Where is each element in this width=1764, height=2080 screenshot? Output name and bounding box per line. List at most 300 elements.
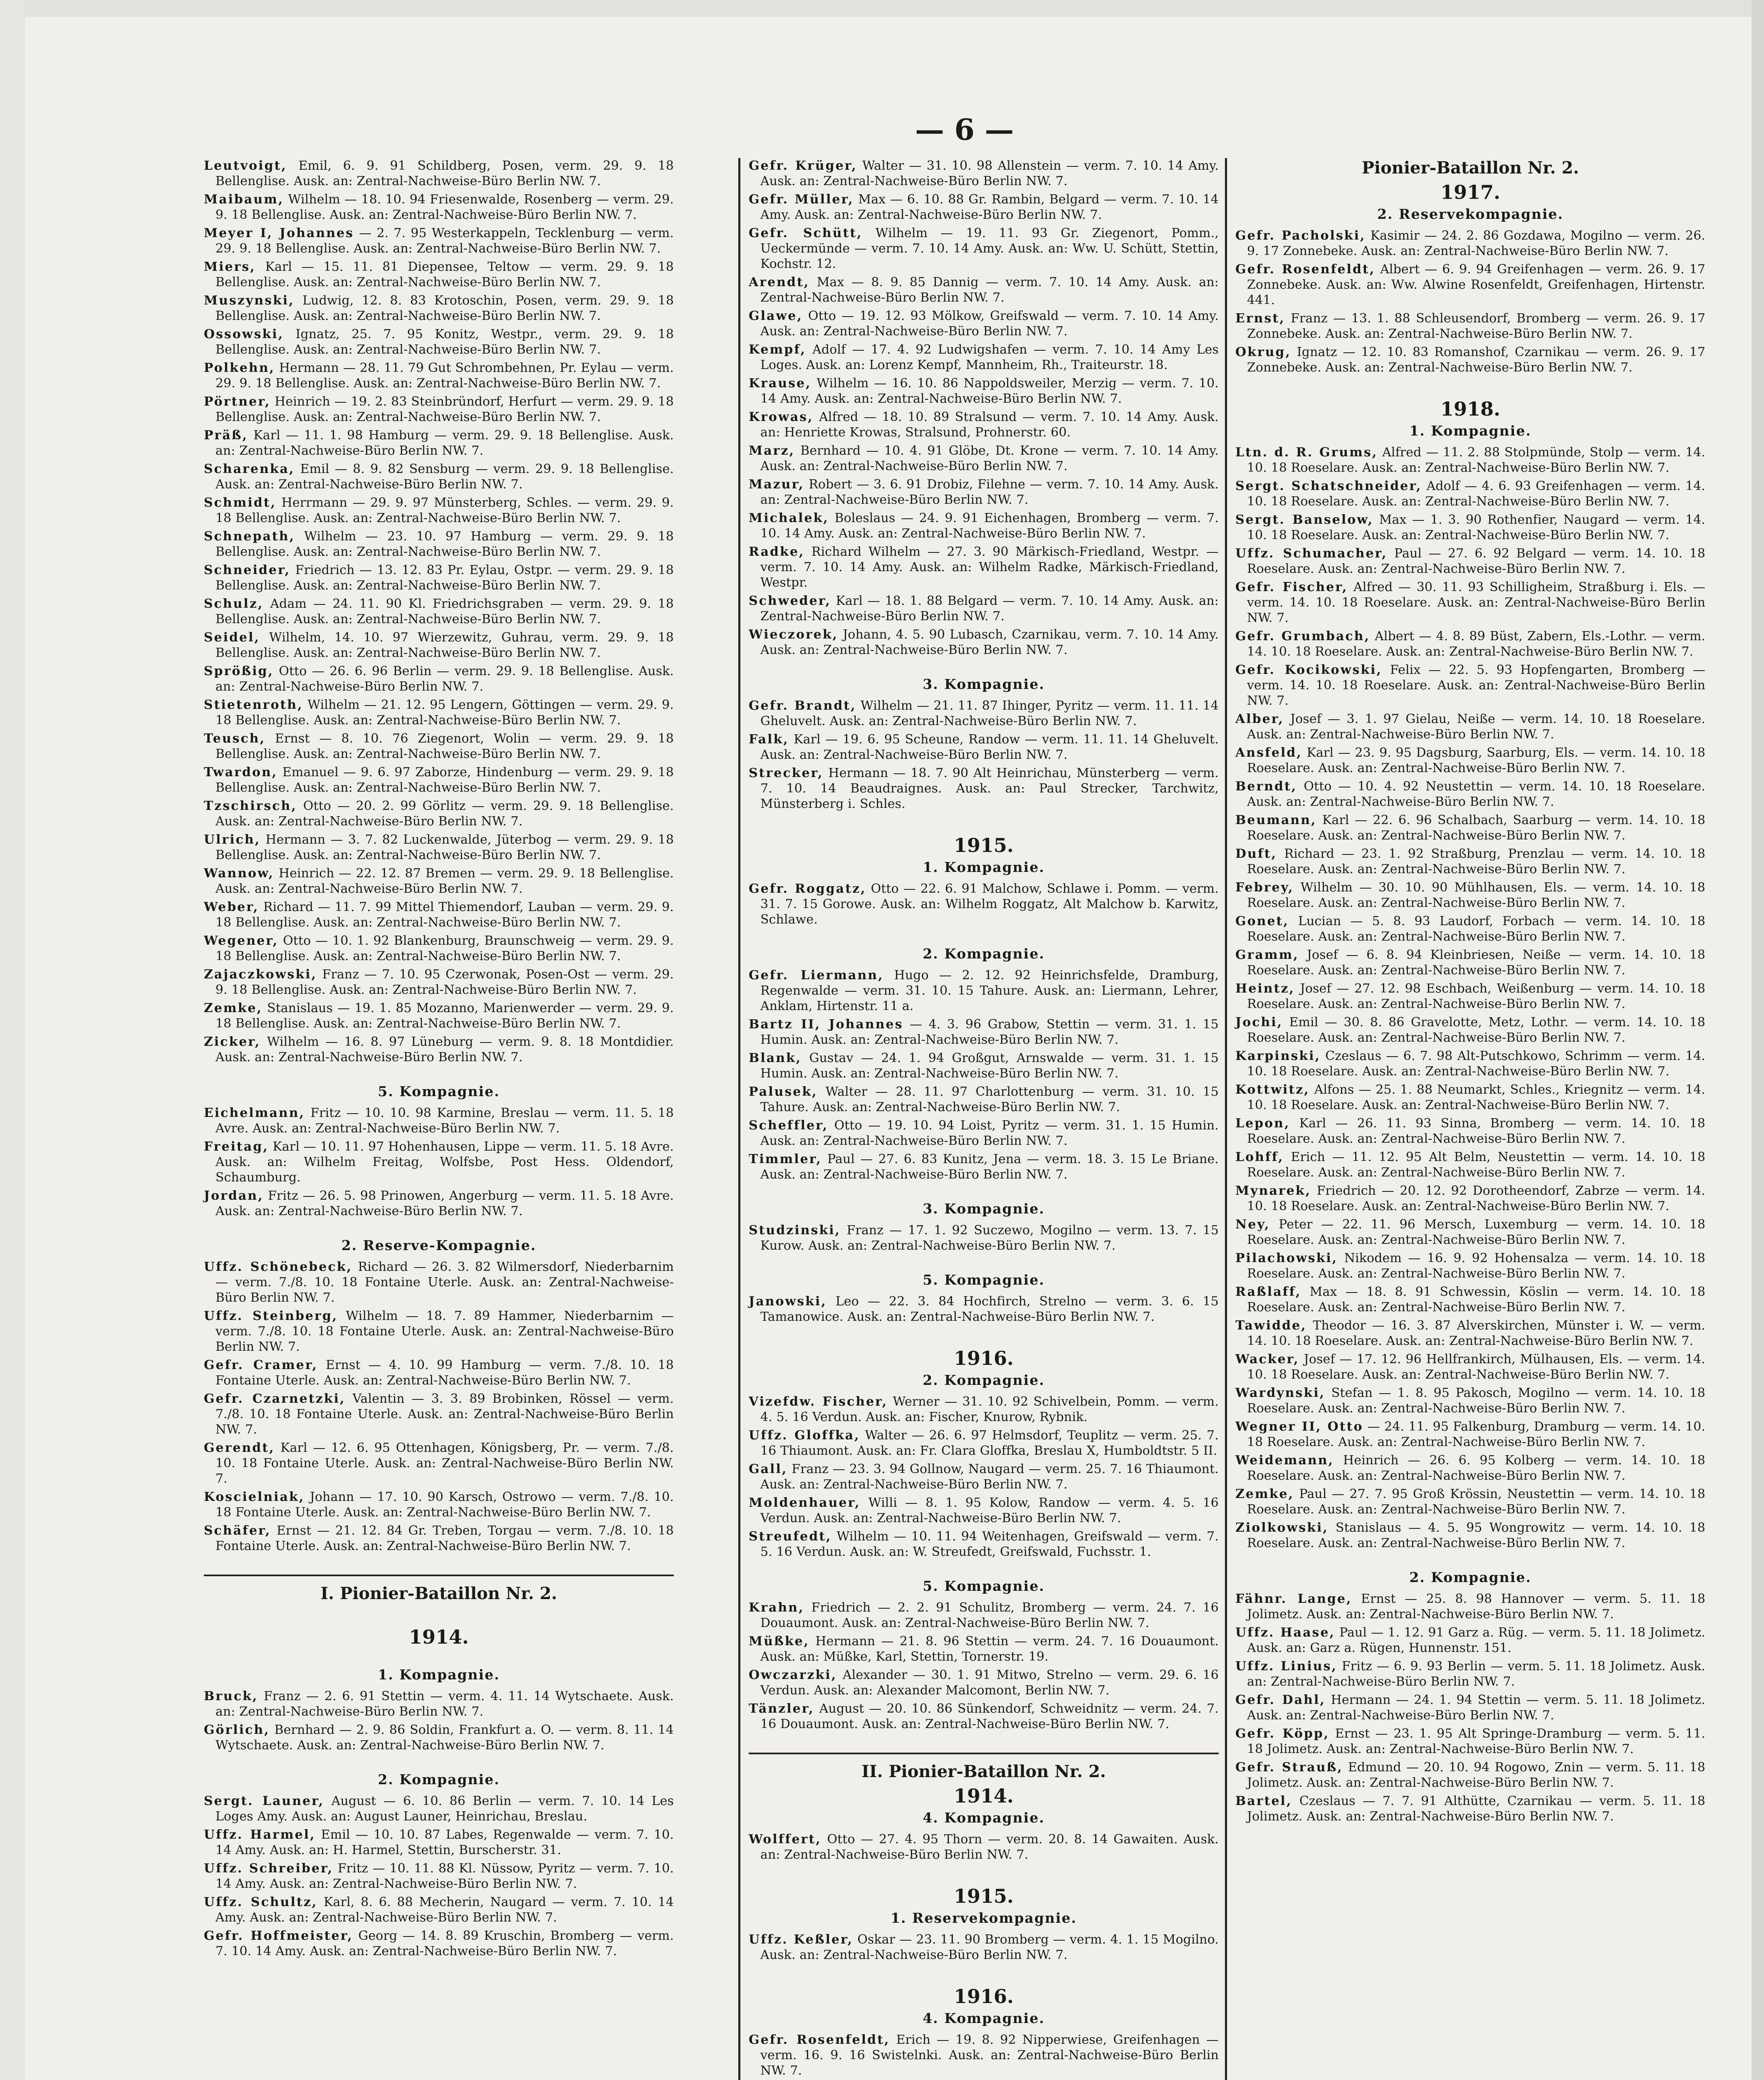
- entry-name: Bruck,: [204, 1689, 258, 1704]
- casualty-entry: [204, 1861, 674, 1892]
- casualty-entry: [204, 192, 674, 223]
- entry-details: Hermann — 3. 7. 82 Luckenwalde, Jüterbog — verm. 29. 9. 18 Bellenglise. Ausk. an: Zentral-Nachweise-Büro Berlin NW. 7.: [215, 832, 674, 862]
- casualty-entry: [204, 933, 674, 964]
- casualty-entry: [1235, 812, 1705, 843]
- entry-details: Ernst — 4. 10. 99 Hamburg — verm. 7./8. 10. 18 Fontaine Uterle. Ausk. an: Zentral-Nachweise-Büro Berlin NW. 7.: [215, 1358, 674, 1388]
- casualty-entry: [1235, 1318, 1705, 1349]
- entry-details: Max — 1. 3. 90 Rothenfier, Naugard — verm. 14. 10. 18 Roeselare. Ausk. an: Zentral-Nachweise-Büro Berlin NW. 7.: [1247, 513, 1706, 542]
- entry-name: Vizefdw. Fischer,: [749, 1394, 888, 1409]
- entry-details: Fritz — 26. 5. 98 Prinowen, Angerburg — verm. 11. 5. 18 Avre. Ausk. an: Zentral-Nachweise-Büro Berlin NW. 7.: [215, 1189, 674, 1218]
- entry-details: Adolf — 17. 4. 92 Ludwigshafen — verm. 7. 10. 14 Amy Les Loges. Ausk. an: Lorenz Kempf, Mannheim, Rh., Traiteurstr. 18.: [760, 342, 1219, 372]
- casualty-entry: [204, 394, 674, 425]
- entry-details: Stefan — 1. 8. 95 Pakosch, Mogilno — verm. 14. 10. 18 Roeselare. Ausk. an: Zentral-Nachweise-Büro Berlin NW. 7.: [1247, 1386, 1705, 1416]
- entry-name: Ossowski,: [204, 327, 284, 342]
- entry-details: Josef — 3. 1. 97 Gielau, Neiße — verm. 14. 10. 18 Roeselare. Ausk. an: Zentral-Nachweise-Büro Berlin NW. 7.: [1247, 712, 1705, 742]
- entry-name: Alber,: [1235, 712, 1284, 726]
- entry-name: Uffz. Steinberg,: [204, 1309, 338, 1323]
- casualty-entry: [204, 461, 674, 492]
- casualty-entry: [1235, 1486, 1705, 1517]
- casualty-entry: [204, 967, 674, 998]
- entry-name: Palusek,: [749, 1085, 818, 1099]
- entry-details: Edmund — 20. 10. 94 Rogowo, Znin — verm. 5. 11. 18 Jolimetz. Ausk. an: Zentral-Nachweise-Büro Berlin NW. 7.: [1247, 1760, 1705, 1790]
- casualty-entry: [749, 1832, 1219, 1862]
- entry-name: Krahn,: [749, 1600, 804, 1615]
- company-heading: 5. Kompagnie.: [923, 1272, 1045, 1288]
- entry-details: Fritz — 10. 10. 98 Karmine, Breslau — verm. 11. 5. 18 Avre. Ausk. an: Zentral-Nachweise-Büro Berlin NW. 7.: [215, 1106, 674, 1136]
- entry-name: Freitag,: [204, 1139, 269, 1154]
- column-2: [749, 158, 1219, 2080]
- entry-details: Franz — 17. 1. 92 Suczewo, Mogilno — verm. 13. 7. 15 Kurow. Ausk. an: Zentral-Nachweise-Büro Berlin NW. 7.: [760, 1223, 1219, 1253]
- entry-details: Ernst — 21. 12. 84 Gr. Treben, Torgau — verm. 7./8. 10. 18 Fontaine Uterle. Ausk. an: Zentral-Nachweise-Büro Berlin NW. 7.: [215, 1523, 674, 1553]
- entry-details: Adam — 24. 11. 90 Kl. Friedrichsgraben — verm. 29. 9. 18 Bellenglise. Ausk. an: Zentral-Nachweise-Büro Berlin NW. 7.: [215, 597, 674, 626]
- entry-details: Paul — 27. 7. 95 Groß Krössin, Neustettin — verm. 14. 10. 18 Roeselare. Ausk. an: Zentral-Nachweise-Büro Berlin NW. 7.: [1247, 1487, 1705, 1517]
- casualty-entry: [204, 1308, 674, 1354]
- entry-name: Gefr. Hoffmeister,: [204, 1929, 353, 1943]
- entry-details: Richard — 26. 3. 82 Wilmersdorf, Niederbarnim — verm. 7./8. 10. 18 Fontaine Uterle. Ausk. an: Zentral-Nachweise-Büro Berlin NW. 7.: [215, 1260, 674, 1305]
- entry-name: Timmler,: [749, 1152, 822, 1166]
- entry-details: Kasimir — 24. 2. 86 Gozdawa, Mogilno — verm. 26. 9. 17 Zonnebeke. Ausk. an: Zentral-Nachweise-Büro Berlin NW. 7.: [1247, 228, 1706, 258]
- entry-details: Adolf — 4. 6. 93 Greifenhagen — verm. 14. 10. 18 Roeselare. Ausk. an: Zentral-Nachweise-Büro Berlin NW. 7.: [1247, 479, 1705, 509]
- entry-details: Ludwig, 12. 8. 83 Krotoschin, Posen, verm. 29. 9. 18 Bellenglise. Ausk. an: Zentral-Nachweise-Büro Berlin NW. 7.: [215, 293, 674, 323]
- entry-details: Bernhard — 10. 4. 91 Glöbe, Dt. Krone — verm. 7. 10. 14 Amy. Ausk. an: Zentral-Nachweise-Büro Berlin NW. 7.: [760, 443, 1219, 473]
- entry-name: Uffz. Keßler,: [749, 1932, 854, 1947]
- entry-details: Robert — 3. 6. 91 Drobiz, Filehne — verm. 7. 10. 14 Amy. Ausk. an: Zentral-Nachweise-Büro Berlin NW. 7.: [760, 477, 1219, 507]
- entry-details: Paul — 1. 12. 91 Garz a. Rüg. — verm. 5. 11. 18 Jolimetz. Ausk. an: Garz a. Rügen, Hunnenstr. 151.: [1247, 1625, 1706, 1655]
- company-heading: 2. Kompagnie.: [378, 1771, 500, 1788]
- casualty-entry: [1235, 1217, 1705, 1248]
- entry-name: Sergt. Launer,: [204, 1794, 324, 1808]
- casualty-entry: [204, 1000, 674, 1031]
- entry-details: Stanislaus — 19. 1. 85 Mozanno, Marienwerder — verm. 29. 9. 18 Bellenglise. Ausk. an: Zentral-Nachweise-Büro Berlin NW. 7.: [215, 1001, 674, 1031]
- casualty-entry: [749, 732, 1219, 763]
- entry-name: Gefr. Kocikowski,: [1235, 663, 1382, 677]
- entry-name: Gefr. Köpp,: [1235, 1726, 1330, 1741]
- entry-details: Ignatz — 12. 10. 83 Romanshof, Czarnikau — verm. 26. 9. 17 Zonnebeke. Ausk. an: Zentral-Nachweise-Büro Berlin NW. 7.: [1247, 345, 1706, 375]
- entry-name: Scharenka,: [204, 462, 295, 476]
- casualty-entry: [749, 1634, 1219, 1664]
- casualty-entry: [1235, 914, 1705, 944]
- casualty-entry: [1235, 1250, 1705, 1281]
- entry-name: Karpinski,: [1235, 1049, 1321, 1063]
- entry-name: Gefr. Rosenfeldt,: [749, 2033, 890, 2047]
- company-heading: 5. Kompagnie.: [378, 1083, 500, 1099]
- year-heading: 1915.: [953, 1885, 1014, 1907]
- casualty-entry: [1235, 1419, 1705, 1450]
- casualty-entry: [749, 2032, 1219, 2078]
- entry-details: Emil — 10. 10. 87 Labes, Regenwalde — verm. 7. 10. 14 Amy. Ausk. an: H. Harmel, Stettin, Burscherstr. 31.: [215, 1827, 674, 1857]
- entry-name: Wardynski,: [1235, 1386, 1326, 1400]
- entry-details: Leo — 22. 3. 84 Hochfirch, Strelno — verm. 3. 6. 15 Tamanowice. Ausk. an: Zentral-Nachweise-Büro Berlin NW. 7.: [760, 1294, 1219, 1324]
- casualty-entry: [749, 158, 1219, 189]
- entry-name: Beumann,: [1235, 813, 1317, 827]
- entry-details: Alfred — 30. 11. 93 Schilligheim, Straßburg i. Els. — verm. 14. 10. 18 Roeselare. Ausk. an: Zentral-Nachweise-Büro Berlin NW. 7.: [1247, 580, 1705, 625]
- casualty-entry: [1235, 262, 1705, 308]
- casualty-entry: [204, 495, 674, 526]
- entry-details: Josef — 17. 12. 96 Hellfrankirch, Mülhausen, Els. — verm. 14. 10. 18 Roeselare. Ausk. an: Zentral-Nachweise-Büro Berlin NW. 7.: [1247, 1352, 1705, 1382]
- entry-name: Koscielniak,: [204, 1490, 305, 1504]
- entry-name: Arendt,: [749, 275, 810, 290]
- company-heading: 1. Kompagnie.: [923, 859, 1045, 875]
- casualty-entry: [1235, 512, 1705, 543]
- entry-name: Uffz. Harmel,: [204, 1827, 316, 1842]
- company-heading: 3. Kompagnie.: [923, 1201, 1045, 1217]
- entry-name: Streufedt,: [749, 1529, 832, 1544]
- casualty-entry: [1235, 1082, 1705, 1113]
- casualty-entry: [749, 342, 1219, 373]
- casualty-entry: [204, 1689, 674, 1719]
- entry-name: Kempf,: [749, 342, 806, 357]
- entry-details: Friedrich — 13. 12. 83 Pr. Eylau, Ostpr. — verm. 29. 9. 18 Bellenglise. Ausk. an: Zentral-Nachweise-Büro Berlin NW. 7.: [215, 563, 674, 593]
- entry-details: Johann, 4. 5. 90 Lubasch, Czarnikau, verm. 7. 10. 14 Amy. Ausk. an: Zentral-Nachweise-Büro Berlin NW. 7.: [760, 627, 1219, 657]
- casualty-entry: [1235, 1015, 1705, 1045]
- casualty-entry: [749, 1932, 1219, 1963]
- entry-name: Falk,: [749, 732, 789, 747]
- entry-details: Willi — 8. 1. 95 Kolow, Randow — verm. 4. 5. 16 Verdun. Ausk. an: Zentral-Nachweise-Büro Berlin NW. 7.: [760, 1496, 1219, 1525]
- entry-name: Jordan,: [204, 1189, 264, 1203]
- casualty-entry: [1235, 1520, 1705, 1551]
- casualty-entry: [204, 1139, 674, 1185]
- entry-name: Janowski,: [749, 1294, 827, 1309]
- year-heading: 1918.: [1440, 398, 1501, 420]
- entry-details: Walter — 31. 10. 98 Allenstein — verm. 7. 10. 14 Amy. Ausk. an: Zentral-Nachweise-Büro Berlin NW. 7.: [760, 158, 1219, 188]
- casualty-entry: [204, 1489, 674, 1520]
- entry-details: Felix — 22. 5. 93 Hopfengarten, Bromberg — verm. 14. 10. 18 Roeselare. Ausk. an: Zentral-Nachweise-Büro Berlin NW. 7.: [1247, 663, 1705, 708]
- entry-details: Wilhelm — 18. 10. 94 Friesenwalde, Rosenberg — verm. 29. 9. 18 Bellenglise. Ausk. an: Zentral-Nachweise-Büro Berlin NW. 7.: [215, 192, 674, 222]
- entry-details: Erich — 19. 8. 92 Nipperwiese, Greifenhagen — verm. 16. 9. 16 Swistelnki. Ausk. an: Zentral-Nachweise-Büro Berlin NW. 7.: [760, 2033, 1219, 2078]
- entry-name: Lohff,: [1235, 1150, 1284, 1164]
- casualty-entry: [1235, 478, 1705, 509]
- year-heading: 1914.: [953, 1785, 1014, 1807]
- entry-name: Pörtner,: [204, 394, 271, 409]
- entry-details: Bernhard — 2. 9. 86 Soldin, Frankfurt a. O. — verm. 8. 11. 14 Wytschaete. Ausk. an: Zentral-Nachweise-Büro Berlin NW. 7.: [215, 1723, 674, 1753]
- casualty-entry: [204, 1523, 674, 1554]
- entry-details: Otto — 19. 10. 94 Loist, Pyritz — verm. 31. 1. 15 Humin. Ausk. an: Zentral-Nachweise-Büro Berlin NW. 7.: [760, 1118, 1219, 1148]
- casualty-entry: [749, 765, 1219, 812]
- entry-details: Emil — 8. 9. 82 Sensburg — verm. 29. 9. 18 Bellenglise. Ausk. an: Zentral-Nachweise-Büro Berlin NW. 7.: [215, 462, 674, 492]
- entry-details: Max — 6. 10. 88 Gr. Rambin, Belgard — verm. 7. 10. 14 Amy. Ausk. an: Zentral-Nachweise-Büro Berlin NW. 7.: [760, 192, 1219, 222]
- entry-details: Karl — 22. 6. 96 Schalbach, Saarburg — verm. 14. 10. 18 Roeselare. Ausk. an: Zentral-Nachweise-Büro Berlin NW. 7.: [1247, 813, 1706, 843]
- entry-details: Gustav — 24. 1. 94 Großgut, Arnswalde — verm. 31. 1. 15 Humin. Ausk. an: Zentral-Nachweise-Büro Berlin NW. 7.: [760, 1051, 1219, 1081]
- casualty-entry: [1235, 947, 1705, 978]
- year-heading: 1916.: [953, 1985, 1014, 2008]
- casualty-entry: [204, 360, 674, 391]
- entry-details: Otto — 27. 4. 95 Thorn — verm. 20. 8. 14 Gawaiten. Ausk. an: Zentral-Nachweise-Büro Berlin NW. 7.: [760, 1832, 1219, 1862]
- company-heading: 1. Kompagnie.: [1409, 423, 1531, 439]
- entry-name: Uffz. Schreiber,: [204, 1861, 334, 1876]
- entry-name: Sergt. Schatschneider,: [1235, 479, 1422, 493]
- entry-name: Tawidde,: [1235, 1318, 1307, 1333]
- entry-name: Twardon,: [204, 765, 278, 780]
- entry-details: Albert — 4. 8. 89 Büst, Zabern, Els.-Lothr. — verm. 14. 10. 18 Roeselare. Ausk. an: Zentral-Nachweise-Büro Berlin NW. 7.: [1247, 629, 1705, 659]
- entry-name: Gefr. Cramer,: [204, 1358, 318, 1372]
- entry-name: Uffz. Schultz,: [204, 1895, 318, 1909]
- casualty-entry: [749, 1529, 1219, 1560]
- entry-name: Uffz. Schönebeck,: [204, 1260, 352, 1274]
- scan-edge-left: [0, 0, 25, 2080]
- entry-details: Lucian — 5. 8. 93 Laudorf, Forbach — verm. 14. 10. 18 Roeselare. Ausk. an: Zentral-Nachweise-Büro Berlin NW. 7.: [1247, 914, 1706, 944]
- entry-name: Ansfeld,: [1235, 745, 1302, 760]
- entry-name: Bartel,: [1235, 1794, 1292, 1808]
- casualty-entry: [749, 968, 1219, 1014]
- entry-name: Gefr. Brandt,: [749, 698, 856, 713]
- entry-name: Gonet,: [1235, 914, 1289, 929]
- casualty-entry: [1235, 1625, 1705, 1656]
- casualty-entry: [1235, 1116, 1705, 1146]
- entry-name: Sergt. Banselow,: [1235, 513, 1374, 527]
- casualty-entry: [204, 293, 674, 324]
- casualty-entry: [1235, 629, 1705, 659]
- entry-name: Tänzler,: [749, 1701, 814, 1716]
- company-heading: 2. Reservekompagnie.: [1377, 206, 1564, 222]
- casualty-entry: [1235, 228, 1705, 259]
- battalion-heading: II. Pionier-Bataillon Nr. 2.: [749, 1753, 1219, 1781]
- entry-details: Friedrich — 20. 12. 92 Dorotheendorf, Zabrze — verm. 14. 10. 18 Roeselare. Ausk. an: Zentral-Nachweise-Büro Berlin NW. 7.: [1247, 1184, 1705, 1213]
- company-heading: 2. Kompagnie.: [923, 1372, 1045, 1388]
- entry-name: Gefr. Liermann,: [749, 968, 884, 983]
- entry-name: Schweder,: [749, 594, 831, 608]
- casualty-entry: [204, 1793, 674, 1824]
- entry-name: Gramm,: [1235, 948, 1299, 962]
- casualty-entry: [204, 259, 674, 290]
- entry-name: Tzschirsch,: [204, 799, 297, 813]
- entry-details: Otto — 19. 12. 93 Mölkow, Greifswald — verm. 7. 10. 14 Amy. Ausk. an: Zentral-Nachweise-Büro Berlin NW. 7.: [760, 309, 1219, 339]
- entry-details: Werner — 31. 10. 92 Schivelbein, Pomm. — verm. 4. 5. 16 Verdun. Ausk. an: Fischer, Knurow, Rybnik.: [760, 1394, 1219, 1424]
- entry-name: Fähnr. Lange,: [1235, 1592, 1352, 1606]
- casualty-entry: [204, 1391, 674, 1437]
- entry-details: — 4. 3. 96 Grabow, Stettin — verm. 31. 1. 15 Humin. Ausk. an: Zentral-Nachweise-Büro Berlin NW. 7.: [760, 1017, 1219, 1047]
- entry-name: Gefr. Pacholski,: [1235, 228, 1366, 243]
- entry-details: Hugo — 2. 12. 92 Heinrichsfelde, Dramburg, Regenwalde — verm. 31. 10. 15 Tahure. Ausk. an: Liermann, Lehrer, Anklam, Hirtenstr. 11 a.: [760, 968, 1219, 1013]
- entry-details: Karl — 15. 11. 81 Diepensee, Teltow — verm. 29. 9. 18 Bellenglise. Ausk. an: Zentral-Nachweise-Büro Berlin NW. 7.: [215, 260, 674, 290]
- entry-name: Weidemann,: [1235, 1453, 1334, 1468]
- entry-name: Uffz. Schumacher,: [1235, 546, 1388, 561]
- entry-details: Franz — 7. 10. 95 Czerwonak, Posen-Ost — verm. 29. 9. 18 Bellenglise. Ausk. an: Zentral-Nachweise-Büro Berlin NW. 7.: [215, 967, 674, 997]
- entry-name: Heintz,: [1235, 981, 1295, 996]
- entry-name: Berndt,: [1235, 779, 1297, 794]
- casualty-entry: [204, 1440, 674, 1486]
- entry-details: Alfred — 18. 10. 89 Stralsund — verm. 7. 10. 14 Amy. Ausk. an: Henriette Krowas, Stralsund, Prohnerstr. 60.: [760, 410, 1219, 440]
- entry-name: Gefr. Müller,: [749, 192, 854, 207]
- casualty-entry: [749, 1495, 1219, 1526]
- entry-name: Gefr. Roggatz,: [749, 882, 866, 896]
- entry-details: Wilhelm — 19. 11. 93 Gr. Ziegenort, Pomm., Ueckermünde — verm. 7. 10. 14 Amy. Ausk. an: Ww. U. Schütt, Stettin, Kochstr. 12.: [760, 226, 1219, 271]
- entry-details: — 2. 7. 95 Westerkappeln, Tecklenburg — verm. 29. 9. 18 Bellenglise. Ausk. an: Zentral-Nachweise-Büro Berlin NW. 7.: [215, 226, 674, 256]
- entry-name: Seidel,: [204, 630, 260, 645]
- entry-name: Ulrich,: [204, 832, 261, 847]
- entry-details: Emanuel — 9. 6. 97 Zaborze, Hindenburg — verm. 29. 9. 18 Bellenglise. Ausk. an: Zentral-Nachweise-Büro Berlin NW. 7.: [215, 765, 674, 795]
- company-heading: 2. Reserve-Kompagnie.: [341, 1237, 537, 1253]
- entry-details: Emil — 30. 8. 86 Gravelotte, Metz, Lothr. — verm. 14. 10. 18 Roeselare. Ausk. an: Zentral-Nachweise-Büro Berlin NW. 7.: [1247, 1015, 1705, 1045]
- entry-name: Krowas,: [749, 410, 814, 424]
- entry-name: Leutvoigt,: [204, 158, 287, 173]
- entry-name: Glawe,: [749, 309, 803, 323]
- entry-name: Radke,: [749, 545, 805, 559]
- casualty-entry: [749, 881, 1219, 927]
- entry-details: Wilhelm — 21. 12. 95 Lengern, Göttingen — verm. 29. 9. 18 Bellenglise. Ausk. an: Zentral-Nachweise-Büro Berlin NW. 7.: [215, 698, 674, 728]
- entry-details: — 24. 11. 95 Falkenburg, Dramburg — verm. 14. 10. 18 Roeselare. Ausk. an: Zentral-Nachweise-Büro Berlin NW. 7.: [1247, 1419, 1706, 1449]
- entry-name: Zicker,: [204, 1035, 261, 1049]
- entry-details: Richard — 23. 1. 92 Straßburg, Prenzlau — verm. 14. 10. 18 Roeselare. Ausk. an: Zentral-Nachweise-Büro Berlin NW. 7.: [1247, 847, 1706, 877]
- casualty-entry: [1235, 711, 1705, 742]
- entry-details: Paul — 27. 6. 92 Belgard — verm. 14. 10. 18 Roeselare. Ausk. an: Zentral-Nachweise-Büro Berlin NW. 7.: [1247, 546, 1705, 576]
- entry-name: Eichelmann,: [204, 1106, 305, 1120]
- casualty-entry: [204, 327, 674, 357]
- entry-name: Uffz. Haase,: [1235, 1625, 1335, 1640]
- entry-name: Lepon,: [1235, 1116, 1290, 1131]
- entry-details: Wilhelm — 18. 7. 89 Hammer, Niederbarnim — verm. 7./8. 10. 18 Fontaine Uterle. Ausk. an: Zentral-Nachweise-Büro Berlin NW. 7.: [215, 1309, 674, 1354]
- casualty-entry: [1235, 846, 1705, 877]
- entry-details: Richard Wilhelm — 27. 3. 90 Märkisch-Friedland, Westpr. — verm. 7. 10. 14 Amy. Ausk. an: Wilhelm Radke, Märkisch-Friedland, Westpr.: [760, 545, 1219, 590]
- entry-details: Max — 8. 9. 85 Dannig — verm. 7. 10. 14 Amy. Ausk. an: Zentral-Nachweise-Büro Berlin NW. 7.: [760, 275, 1219, 305]
- company-heading: 1. Reservekompagnie.: [891, 1910, 1077, 1926]
- casualty-entry: [1235, 311, 1705, 342]
- entry-name: Stietenroth,: [204, 698, 303, 712]
- casualty-entry: [1235, 779, 1705, 810]
- entry-details: Karl — 19. 6. 95 Scheune, Randow — verm. 11. 11. 14 Gheluvelt. Ausk. an: Zentral-Nachweise-Büro Berlin NW. 7.: [760, 732, 1219, 762]
- entry-details: Erich — 11. 12. 95 Alt Belm, Neustettin — verm. 14. 10. 18 Roeselare. Ausk. an: Zentral-Nachweise-Büro Berlin NW. 7.: [1247, 1150, 1706, 1180]
- casualty-entry: [204, 158, 674, 189]
- entry-details: Karl — 10. 11. 97 Hohenhausen, Lippe — verm. 11. 5. 18 Avre. Ausk. an: Wilhelm Freitag, Wolfsbe, Post Hess. Oldendorf, Schaumburg.: [215, 1139, 674, 1185]
- casualty-entry: [749, 275, 1219, 305]
- entry-details: Josef — 27. 12. 98 Eschbach, Weißenburg — verm. 14. 10. 18 Roeselare. Ausk. an: Zentral-Nachweise-Büro Berlin NW. 7.: [1247, 981, 1706, 1011]
- entry-details: Otto — 20. 2. 99 Görlitz — verm. 29. 9. 18 Bellenglise. Ausk. an: Zentral-Nachweise-Büro Berlin NW. 7.: [215, 799, 674, 829]
- casualty-entry: [204, 1105, 674, 1136]
- entry-details: Karl — 18. 1. 88 Belgard — verm. 7. 10. 14 Amy. Ausk. an: Zentral-Nachweise-Büro Berlin NW. 7.: [760, 594, 1219, 624]
- entry-name: Jochi,: [1235, 1015, 1283, 1030]
- entry-name: Zajaczkowski,: [204, 967, 317, 982]
- entry-name: Schäfer,: [204, 1523, 271, 1538]
- casualty-entry: [204, 529, 674, 560]
- column-divider: [738, 158, 740, 2080]
- entry-details: Max — 18. 8. 91 Schwessin, Köslin — verm. 14. 10. 18 Roeselare. Ausk. an: Zentral-Nachweise-Büro Berlin NW. 7.: [1247, 1285, 1706, 1315]
- entry-name: Gefr. Fischer,: [1235, 580, 1348, 594]
- entry-details: Wilhelm, 14. 10. 97 Wierzewitz, Guhrau, verm. 29. 9. 18 Bellenglise. Ausk. an: Zentral-Nachweise-Büro Berlin NW. 7.: [215, 630, 674, 660]
- entry-details: Karl, 8. 6. 88 Mecherin, Naugard — verm. 7. 10. 14 Amy. Ausk. an: Zentral-Nachweise-Büro Berlin NW. 7.: [215, 1895, 674, 1925]
- casualty-entry: [749, 477, 1219, 508]
- entry-name: Gefr. Rosenfeldt,: [1235, 262, 1376, 277]
- entry-details: Otto — 26. 6. 96 Berlin — verm. 29. 9. 18 Bellenglise. Ausk. an: Zentral-Nachweise-Büro Berlin NW. 7.: [215, 664, 674, 694]
- entry-details: Hermann — 21. 8. 96 Stettin — verm. 24. 7. 16 Douaumont. Ausk. an: Müßke, Karl, Stettin, Tornerstr. 19.: [760, 1634, 1219, 1664]
- entry-name: Müßke,: [749, 1634, 810, 1649]
- entry-details: Karl — 23. 9. 95 Dagsburg, Saarburg, Els. — verm. 14. 10. 18 Roeselare. Ausk. an: Zentral-Nachweise-Büro Berlin NW. 7.: [1247, 745, 1705, 775]
- casualty-entry: [204, 798, 674, 829]
- company-heading: 5. Kompagnie.: [923, 1578, 1045, 1594]
- entry-name: Studzinski,: [749, 1223, 841, 1238]
- casualty-entry: [749, 1461, 1219, 1492]
- company-heading: 4. Kompagnie.: [923, 2010, 1045, 2026]
- entry-name: Wannow,: [204, 866, 274, 881]
- casualty-entry: [204, 899, 674, 930]
- entry-details: Otto — 10. 4. 92 Neustettin — verm. 14. 10. 18 Roeselare. Ausk. an: Zentral-Nachweise-Büro Berlin NW. 7.: [1247, 779, 1705, 809]
- entry-name: Schulz,: [204, 597, 264, 611]
- casualty-entry: [1235, 1453, 1705, 1483]
- casualty-entry: [1235, 745, 1705, 776]
- entry-details: Czeslaus — 7. 7. 91 Althütte, Czarnikau — verm. 5. 11. 18 Jolimetz. Ausk. an: Zentral-Nachweise-Büro Berlin NW. 7.: [1247, 1794, 1705, 1824]
- entry-details: Johann — 17. 10. 90 Karsch, Ostrowo — verm. 7./8. 10. 18 Fontaine Uterle. Ausk. an: Zentral-Nachweise-Büro Berlin NW. 7.: [215, 1490, 674, 1520]
- entry-name: Michalek,: [749, 511, 829, 525]
- scan-edge-right: [1752, 0, 1764, 2080]
- entry-name: Strecker,: [749, 766, 824, 780]
- casualty-entry: [204, 697, 674, 728]
- company-heading: 1. Kompagnie.: [378, 1666, 500, 1683]
- casualty-entry: [1235, 1048, 1705, 1079]
- entry-name: Raßlaff,: [1235, 1285, 1301, 1299]
- entry-details: Walter — 26. 6. 97 Helmsdorf, Teuplitz — verm. 25. 7. 16 Thiaumont. Ausk. an: Fr. Clara Gloffka, Breslau X, Humboldtstr. 5 II.: [760, 1428, 1219, 1458]
- casualty-entry: [204, 225, 674, 256]
- entry-details: Peter — 22. 11. 96 Mersch, Luxemburg — verm. 14. 10. 18 Roeselare. Ausk. an: Zentral-Nachweise-Büro Berlin NW. 7.: [1247, 1217, 1706, 1247]
- entry-details: Richard — 11. 7. 99 Mittel Thiemendorf, Lauban — verm. 29. 9. 18 Bellenglise. Ausk. an: Zentral-Nachweise-Büro Berlin NW. 7.: [215, 900, 674, 930]
- entry-name: Febrey,: [1235, 880, 1294, 895]
- scan-edge-top: [0, 0, 1764, 17]
- entry-details: Heinrich — 26. 6. 95 Kolberg — verm. 14. 10. 18 Roeselare. Ausk. an: Zentral-Nachweise-Büro Berlin NW. 7.: [1247, 1453, 1705, 1483]
- column-1: [204, 158, 674, 1962]
- casualty-entry: [204, 1928, 674, 1959]
- year-heading: 1914.: [408, 1626, 469, 1648]
- entry-details: Emil, 6. 9. 91 Schildberg, Posen, verm. 29. 9. 18 Bellenglise. Ausk. an: Zentral-Nachweise-Büro Berlin NW. 7.: [215, 158, 674, 188]
- casualty-entry: [204, 731, 674, 762]
- entry-details: Ernst — 23. 1. 95 Alt Springe-Dramburg — verm. 5. 11. 18 Jolimetz. Ausk. an: Zentral-Nachweise-Büro Berlin NW. 7.: [1247, 1726, 1706, 1756]
- casualty-entry: [749, 593, 1219, 624]
- entry-name: Wacker,: [1235, 1352, 1299, 1367]
- entry-details: August — 6. 10. 86 Berlin — verm. 7. 10. 14 Les Loges Amy. Ausk. an: August Launer, Heinrichau, Breslau.: [215, 1794, 674, 1824]
- entry-name: Owczarzki,: [749, 1668, 837, 1682]
- casualty-entry: [749, 1600, 1219, 1631]
- entry-name: Görlich,: [204, 1723, 270, 1737]
- entry-name: Präß,: [204, 428, 248, 443]
- entry-name: Ziolkowski,: [1235, 1520, 1329, 1535]
- casualty-entry: [204, 630, 674, 661]
- entry-details: Heinrich — 19. 2. 83 Steinbründorf, Herfurt — verm. 29. 9. 18 Bellenglise. Ausk. an: Zentral-Nachweise-Büro Berlin NW. 7.: [215, 394, 674, 424]
- casualty-entry: [749, 1017, 1219, 1047]
- entry-name: Maibaum,: [204, 192, 284, 207]
- entry-name: Uffz. Gloffka,: [749, 1428, 860, 1443]
- casualty-entry: [204, 1722, 674, 1753]
- casualty-entry: [1235, 1183, 1705, 1214]
- casualty-entry: [1235, 344, 1705, 375]
- entry-name: Bartz II, Johannes: [749, 1017, 903, 1032]
- casualty-entry: [1235, 546, 1705, 577]
- casualty-entry: [1235, 1760, 1705, 1790]
- casualty-entry: [204, 1034, 674, 1065]
- entry-details: Karl — 26. 11. 93 Sinna, Bromberg — verm. 14. 10. 18 Roeselare. Ausk. an: Zentral-Nachweise-Büro Berlin NW. 7.: [1247, 1116, 1705, 1146]
- casualty-entry: [204, 832, 674, 863]
- entry-details: Wilhelm — 21. 11. 87 Ihinger, Pyritz — verm. 11. 11. 14 Gheluvelt. Ausk. an: Zentral-Nachweise-Büro Berlin NW. 7.: [760, 698, 1219, 728]
- casualty-entry: [1235, 981, 1705, 1012]
- entry-details: Albert — 6. 9. 94 Greifenhagen — verm. 26. 9. 17 Zonnebeke. Ausk. an: Ww. Alwine Rosenfeldt, Greifenhagen, Hirtenstr. 441.: [1247, 262, 1705, 307]
- entry-details: August — 20. 10. 86 Sünkendorf, Schweidnitz — verm. 24. 7. 16 Douaumont. Ausk. an: Zentral-Nachweise-Büro Berlin NW. 7.: [760, 1701, 1219, 1731]
- casualty-entry: [1235, 445, 1705, 475]
- entry-name: Zemke,: [1235, 1487, 1294, 1501]
- entry-name: Gefr. Czarnetzki,: [204, 1392, 346, 1406]
- casualty-entry: [204, 1894, 674, 1925]
- entry-details: Herrmann — 29. 9. 97 Münsterberg, Schles. — verm. 29. 9. 18 Bellenglise. Ausk. an: Zentral-Nachweise-Büro Berlin NW. 7.: [215, 495, 674, 525]
- entry-details: Ernst — 25. 8. 98 Hannover — verm. 5. 11. 18 Jolimetz. Ausk. an: Zentral-Nachweise-Büro Berlin NW. 7.: [1247, 1592, 1706, 1622]
- casualty-entry: [749, 698, 1219, 729]
- entry-name: Moldenhauer,: [749, 1496, 861, 1510]
- entry-name: Meyer I, Johannes: [204, 226, 354, 240]
- year-heading: 1915.: [953, 834, 1014, 857]
- entry-name: Gefr. Strauß,: [1235, 1760, 1343, 1775]
- column-3: [1235, 158, 1705, 1827]
- casualty-entry: [1235, 1659, 1705, 1689]
- casualty-entry: [1235, 1793, 1705, 1824]
- entry-name: Schnepath,: [204, 529, 295, 544]
- casualty-entry: [204, 866, 674, 896]
- entry-details: Franz — 23. 3. 94 Gollnow, Naugard — verm. 25. 7. 16 Thiaumont. Ausk. an: Zentral-Nachweise-Büro Berlin NW. 7.: [760, 1462, 1219, 1492]
- casualty-entry: [204, 562, 674, 593]
- casualty-entry: [749, 1294, 1219, 1325]
- entry-name: Schmidt,: [204, 495, 277, 510]
